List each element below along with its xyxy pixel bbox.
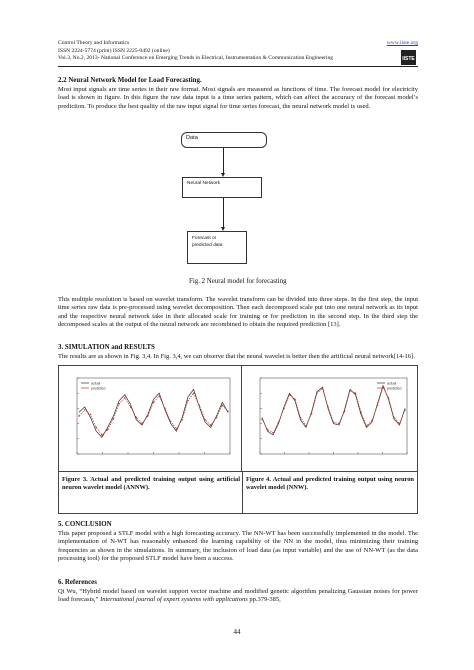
section-heading-2-2: 2.2 Neural Network Model for Load Forecasting. bbox=[58, 77, 202, 84]
iiste-logo bbox=[400, 49, 417, 66]
diagram-arrow-1 bbox=[223, 148, 224, 174]
figure-4-caption: Figure 4. Actual and predicted training output using neuron wavelet model (NNW). bbox=[246, 476, 414, 491]
data-point-predicted bbox=[316, 392, 318, 394]
section-2-2-body: Most input signals are time series in their raw format. Most signals are measured as functions of time. The forecast model for electricity load is shown in figure. In this figure the raw data input is a time series pattern, which can affect the accuracy of the forecast model’s prediction. To produce the best quality of the raw input signal for time series forecast, the neural network model is used. bbox=[58, 86, 418, 110]
issn-line: ISSN 2224-5774 (print) ISSN 2225-0492 (online) bbox=[58, 47, 170, 54]
data-point-predicted bbox=[404, 409, 406, 411]
data-point-predicted bbox=[338, 423, 340, 425]
data-point-predicted bbox=[170, 421, 172, 423]
data-point-predicted bbox=[193, 392, 195, 394]
data-point-predicted bbox=[300, 417, 302, 419]
data-point-predicted bbox=[153, 402, 155, 404]
data-point-predicted bbox=[344, 411, 346, 413]
figure-caption-divider bbox=[242, 472, 243, 513]
data-point-predicted bbox=[305, 425, 307, 427]
data-point-predicted bbox=[327, 406, 329, 408]
volume-line: Vol.3, No.2, 2013- National Conference on Emerging Trends in Electrical, Instrumentation & Communication Engineering bbox=[58, 55, 334, 62]
data-point-predicted bbox=[90, 414, 92, 416]
figure-4-plot-cell bbox=[242, 366, 417, 472]
data-point-predicted bbox=[187, 400, 189, 402]
plot-area bbox=[260, 378, 407, 454]
figure-2-caption: Fig. 2 Neural model for forecasting bbox=[189, 278, 287, 285]
data-point-predicted bbox=[141, 423, 143, 425]
data-point-predicted bbox=[388, 397, 390, 399]
data-point-predicted bbox=[221, 405, 223, 407]
data-point-predicted bbox=[136, 417, 138, 419]
data-point-predicted bbox=[371, 420, 373, 422]
data-point-predicted bbox=[349, 390, 351, 392]
journal-name: Control Theory and Informatics bbox=[58, 40, 130, 46]
data-point-predicted bbox=[366, 425, 368, 427]
data-point-predicted bbox=[294, 398, 296, 400]
data-point-predicted bbox=[113, 418, 115, 420]
data-point-predicted bbox=[118, 403, 120, 405]
data-point-predicted bbox=[272, 432, 274, 434]
data-point-predicted bbox=[204, 419, 206, 421]
data-point-predicted bbox=[283, 408, 285, 410]
data-point-predicted bbox=[210, 424, 212, 426]
data-point-predicted bbox=[124, 397, 126, 399]
reference-1-journal: International journal of expert systems with applications bbox=[100, 596, 248, 604]
data-point-predicted bbox=[311, 413, 313, 415]
section-heading-5: 5. CONCLUSION bbox=[58, 521, 112, 528]
data-point-predicted bbox=[181, 419, 183, 421]
website-link[interactable]: www.iiste.org bbox=[386, 40, 418, 46]
diagram-box-neural-network: Neural Network bbox=[182, 177, 262, 198]
data-point-predicted bbox=[130, 406, 132, 408]
data-point-predicted bbox=[360, 411, 362, 413]
section-heading-3: 3. SIMULATION and RESULTS bbox=[58, 344, 155, 351]
figure-3-caption: Figure 3. Actual and predicted training output using artificial neuron wavelet model (ANNW). bbox=[62, 476, 240, 491]
data-point-predicted bbox=[95, 427, 97, 429]
figure-4-chart bbox=[242, 366, 417, 470]
data-point-predicted bbox=[164, 408, 166, 410]
running-header bbox=[58, 40, 418, 63]
diagram-box-data: Data bbox=[181, 132, 267, 148]
figures-table bbox=[58, 365, 418, 514]
data-point-predicted bbox=[101, 434, 103, 436]
wavelet-paragraph: This multiple resolution is based on wavelet transform. The wavelet transform can be divided into three steps. In the first step, the input time series raw data is pre-processed using wavelet decomposition. Then each decomposed scale put into one neural network as its input and the respective neural network take in their allocated scale for training or for prediction in the second step. In the third step the decomposed scales at the output of the neural network are recombined to obtain the required prediction [13]. bbox=[58, 296, 418, 328]
data-point-predicted bbox=[216, 417, 218, 419]
section-3-body: The results are as shown in Fig. 3,4. In Fig. 3,4, we can observe that the neural wavelet is better then the artificial neural network[14-16]. bbox=[58, 353, 415, 360]
section-heading-6: 6. References bbox=[58, 579, 97, 586]
data-point-predicted bbox=[107, 429, 109, 431]
data-point-predicted bbox=[78, 415, 80, 417]
data-point-predicted bbox=[261, 418, 263, 420]
data-point-predicted bbox=[393, 417, 395, 419]
data-point-predicted bbox=[84, 409, 86, 411]
figure-3-plot-cell bbox=[59, 366, 242, 472]
header-rule bbox=[58, 66, 418, 67]
legend-label-actual: actual bbox=[387, 381, 397, 386]
data-point-predicted bbox=[158, 395, 160, 397]
section-5-body: This paper proposed a STLF model with a high forecasting accuracy. The NN-WT has been successfully implemented in the model. The implementation of N-WT has reasonably enhanced the learning capability of the NN in the model, thus minimizing their training frequencies as shown in the simulations. In summary, the inclusion of load data (as input variable) and the use of NN-WT (as the data processing tool) for the proposed STLF model have been a success. bbox=[58, 530, 418, 562]
diagram-box-forecast: Forecast or predicted data bbox=[187, 231, 247, 264]
data-point-predicted bbox=[227, 411, 229, 413]
data-point-predicted bbox=[176, 428, 178, 430]
figure-3-chart bbox=[59, 366, 240, 470]
data-point-predicted bbox=[289, 394, 291, 396]
page-number: 44 bbox=[233, 628, 241, 636]
data-point-predicted bbox=[147, 415, 149, 417]
reference-1: Qi Wu, “Hybrid model based on wavelet support vector machine and modified genetic algorithm penalizing Gaussian noises for power load forecasts,” International journal of expert systems with applications pp.379-385, bbox=[58, 588, 418, 604]
svg-text:IISTE: IISTE bbox=[402, 56, 415, 62]
data-point-predicted bbox=[377, 405, 379, 407]
data-point-predicted bbox=[278, 421, 280, 423]
legend-label-predicted: predicted bbox=[387, 386, 402, 391]
data-point-predicted bbox=[399, 423, 401, 425]
data-point-predicted bbox=[267, 429, 269, 431]
data-point-predicted bbox=[322, 388, 324, 390]
data-point-predicted bbox=[199, 405, 201, 407]
legend-label-predicted: predicted bbox=[91, 386, 106, 391]
data-point-predicted bbox=[333, 421, 335, 423]
legend-label-actual: actual bbox=[91, 381, 101, 386]
diagram-arrow-2 bbox=[223, 198, 224, 228]
data-point-predicted bbox=[355, 392, 357, 394]
